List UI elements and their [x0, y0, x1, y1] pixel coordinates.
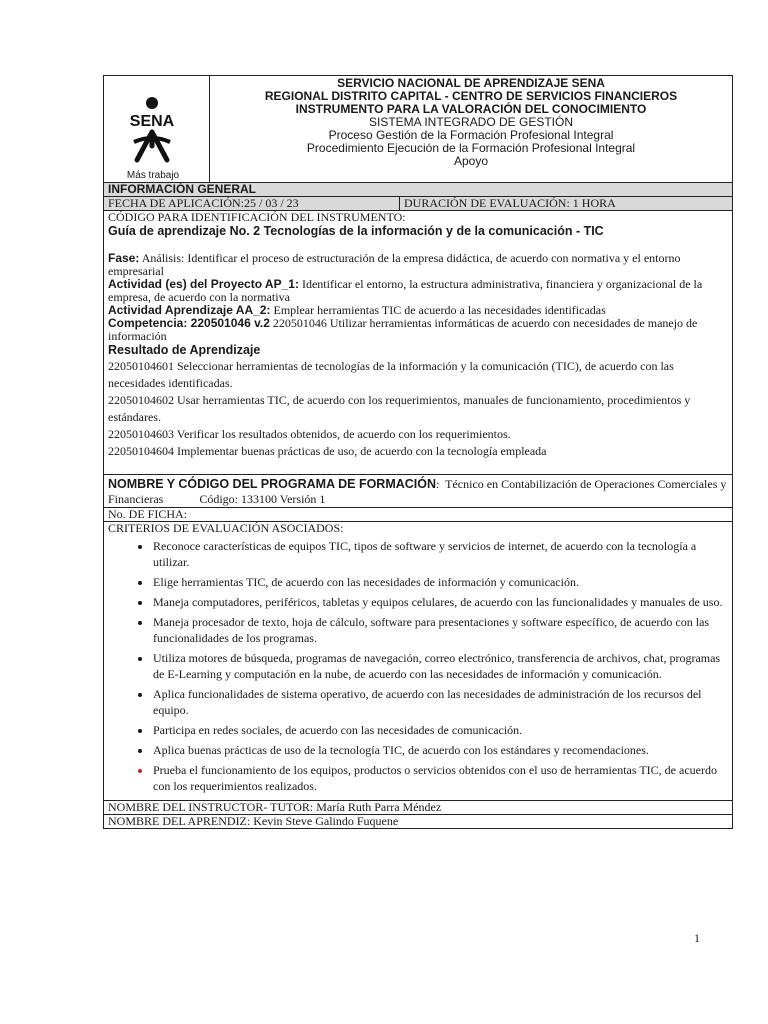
instructor-field: NOMBRE DEL INSTRUCTOR- TUTOR: María Ruth Parra Méndez [104, 801, 733, 815]
header-line-3: INSTRUMENTO PARA LA VALORACIÓN DEL CONOCIMIENTO [295, 102, 647, 116]
criterio-item: • Aplica funcionalidades de sistema operativo, de acuerdo con las necesidades de administración de los recursos del equipo. [152, 686, 728, 718]
form-table [103, 75, 733, 829]
header-title-block [210, 76, 733, 183]
guia-title: Guía de aprendizaje No. 2 Tecnologías de la información y de la comunicación - TIC [108, 224, 604, 238]
competencia-paragraph [108, 317, 728, 343]
ficha-row [104, 508, 733, 522]
codigo-label: CÓDIGO PARA IDENTIFICACIÓN DEL INSTRUMENTO: [108, 210, 406, 224]
actividad-label: Actividad (es) del Proyecto AP_1: [108, 277, 299, 291]
resultado-1: 22050104601 Seleccionar herramientas de tecnologías de la información y la comunicación (TIC), de acuerdo con las necesidades identificadas. [108, 359, 674, 390]
criterio-item: • Reconoce características de equipos TIC, tipos de software y servicios de internet, de acuerdo con la tecnología a utilizar. [152, 538, 728, 570]
programa-text: : Técnico en Contabilización de Operaciones Comerciales y Financieras Código: 133100 Versión 1 [108, 477, 730, 506]
actividad-paragraph [108, 278, 728, 304]
competencia-label: Competencia: 220501046 v.2 [108, 316, 270, 330]
aa-label: Actividad Aprendizaje AA_2: [108, 303, 271, 317]
criterio-item: • Utiliza motores de búsqueda, programas de navegación, correo electrónico, transferencia de archivos, chat, programas de E-Learning y computación en la nube, de acuerdo con las necesidades de información y comunicación. [152, 650, 728, 682]
logo-cell [104, 76, 210, 183]
ficha-field: No. DE FICHA: [104, 508, 733, 522]
fecha-row [104, 197, 733, 211]
info-title-row [104, 183, 733, 197]
aprendiz-row [104, 815, 733, 829]
evaluation-form [103, 75, 732, 829]
criterio-item: • Maneja procesador de texto, hoja de cálculo, software para presentaciones y software específico, de acuerdo con las funcionalidades de los programas. [152, 614, 728, 646]
sena-logo-icon [104, 76, 202, 170]
header-line-4: SISTEMA INTEGRADO DE GESTIÓN [368, 115, 574, 129]
criterio-item: • Participa en redes sociales, de acuerdo con las necesidades de comunicación. [152, 722, 728, 738]
fase-label: Fase: [108, 251, 140, 265]
criterio-item: • Elige herramientas TIC, de acuerdo con las necesidades de información y comunicación. [152, 574, 728, 590]
fase-paragraph [108, 252, 728, 278]
logo-wordmark: SENA [129, 113, 175, 130]
info-general-title: INFORMACIÓN GENERAL [104, 183, 733, 197]
fase-text: Análisis: Identificar el proceso de estructuración de la empresa didáctica, de acuerdo con normativa y el entorno empresarial [108, 251, 681, 278]
codigo-block [104, 211, 733, 475]
programa-label: NOMBRE Y CÓDIGO DEL PROGRAMA DE FORMACIÓN [108, 477, 437, 491]
duracion-evaluacion: DURACIÓN DE EVALUACIÓN: 1 HORA [400, 197, 733, 211]
page-number: 1 [694, 931, 700, 945]
header-line-1: SERVICIO NACIONAL DE APRENDIZAJE SENA [337, 76, 605, 90]
header-line-6: Procedimiento Ejecución de la Formación Profesional Integral [306, 141, 636, 155]
resultado-4: 22050104604 Implementar buenas prácticas de uso, de acuerdo con la tecnología empleada [108, 444, 547, 458]
criterios-block [104, 522, 733, 801]
aa-text: Emplear herramientas TIC de acuerdo a las necesidades identificadas [270, 303, 606, 317]
header-line-7: Apoyo [453, 154, 489, 168]
header-line-2: REGIONAL DISTRITO CAPITAL - CENTRO DE SERVICIOS FINANCIEROS [264, 89, 678, 103]
resultado-3: 22050104603 Verificar los resultados obtenidos, de acuerdo con los requerimientos. [108, 427, 511, 441]
sena-logo [104, 76, 202, 182]
codigo-row [104, 211, 733, 475]
criterios-title: CRITERIOS DE EVALUACIÓN ASOCIADOS: [108, 521, 344, 535]
fecha-aplicacion: FECHA DE APLICACIÓN:25 / 03 / 23 [104, 197, 400, 211]
header-line-5: Proceso Gestión de la Formación Profesional Integral [328, 128, 614, 142]
instructor-row [104, 801, 733, 815]
criterio-item-last: • Prueba el funcionamiento de los equipos, productos o servicios obtenidos con el uso de herramientas TIC, de acuerdo con los requerimientos realizados. [152, 762, 728, 794]
criterio-item: • Maneja computadores, periféricos, tabletas y equipos celulares, de acuerdo con las funcionalidades y manuales de uso. [152, 594, 728, 610]
aprendiz-field: NOMBRE DEL APRENDIZ: Kevin Steve Galindo Fuquene [104, 815, 733, 829]
criterios-row [104, 522, 733, 801]
programa-row [104, 475, 733, 508]
criterios-list [108, 538, 728, 794]
resultado-2: 22050104602 Usar herramientas TIC, de acuerdo con los requerimientos, manuales de funcionamiento, procedimientos y estándares. [108, 393, 691, 424]
header-row [104, 76, 733, 183]
programa-block [104, 475, 733, 508]
criterio-item: • Aplica buenas prácticas de uso de la tecnología TIC, de acuerdo con los estándares y recomendaciones. [152, 742, 728, 758]
logo-caption: Más trabajo [126, 170, 180, 181]
competencia-text: 220501046 Utilizar herramientas informáticas de acuerdo con necesidades de manejo de información [108, 316, 698, 343]
resultado-label: Resultado de Aprendizaje [108, 343, 261, 357]
actividad-text: Identificar el entorno, la estructura administrativa, financiera y organizacional de la empresa, de acuerdo con la normativa [108, 277, 703, 304]
